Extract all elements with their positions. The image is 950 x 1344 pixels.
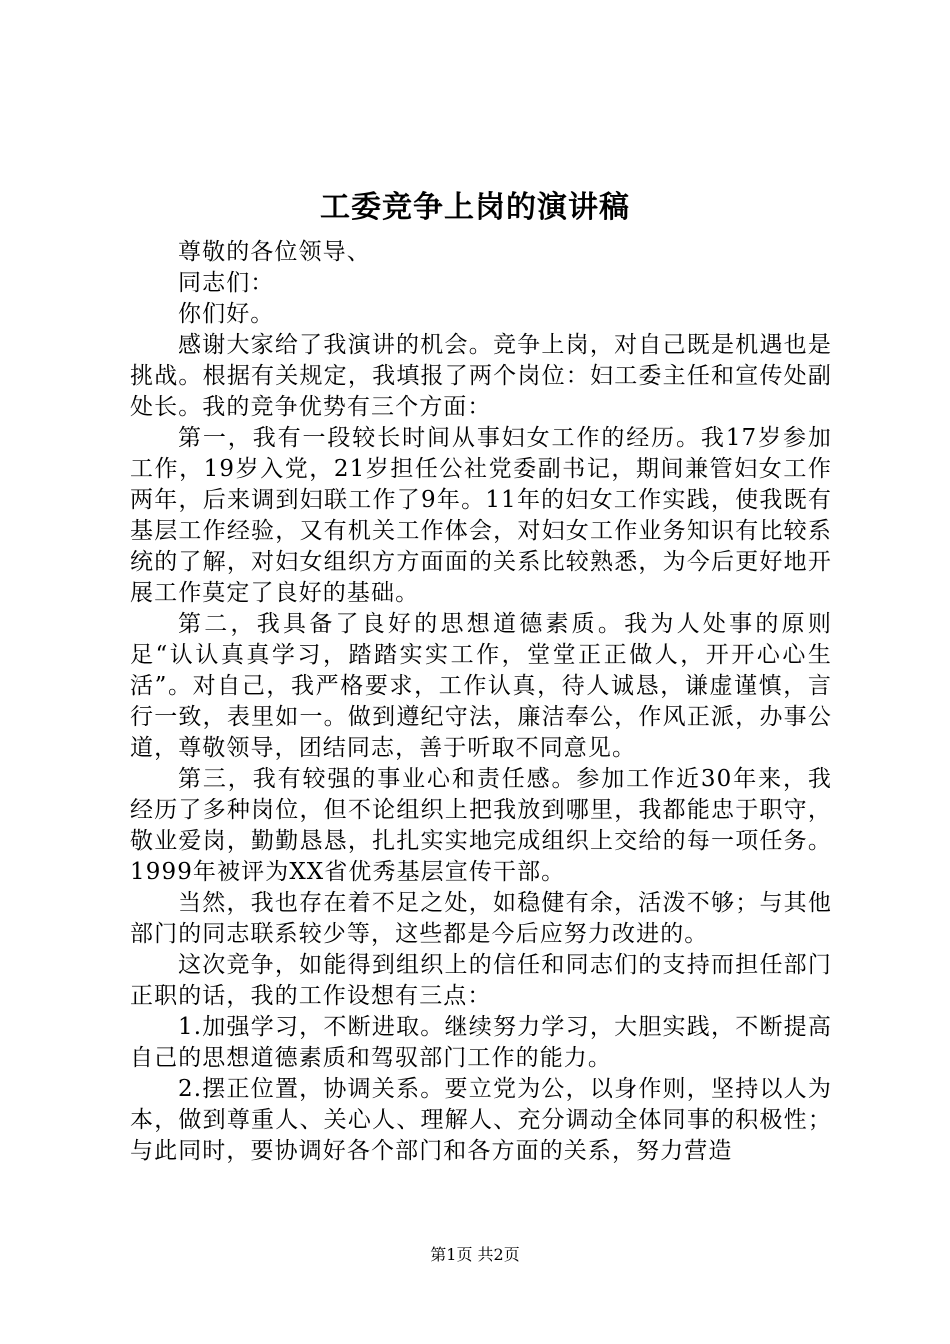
paragraph-salutation-1: 尊敬的各位领导、 — [178, 239, 371, 265]
paragraph-third-advantage: 第三，我有较强的事业心和责任感。参加工作近30年来，我经历了多种岗位，但不论组织上把我放到哪里，我都能忠于职守，敬业爱岗，勤勤恳恳，扎扎实实地完成组织上交给的每一项任务。1999年被评为XX省优秀基层宣传干部。 — [130, 766, 832, 885]
paragraph-greeting: 你们好。 — [178, 301, 275, 327]
document-title: 工委竞争上岗的演讲稿 — [320, 190, 630, 225]
paragraph-work-plan-intro: 这次竞争，如能得到组织上的信任和同志们的支持而担任部门正职的话，我的工作设想有三点： — [130, 952, 832, 1009]
paragraph-plan-item-2: 2.摆正位置，协调关系。要立党为公，以身作则，坚持以人为本，做到尊重人、关心人、理解人、充分调动全体同事的积极性；与此同时，要协调好各个部门和各方面的关系，努力营造 — [130, 1076, 832, 1164]
paragraph-intro: 感谢大家给了我演讲的机会。竞争上岗，对自己既是机遇也是挑战。根据有关规定，我填报了两个岗位：妇工委主任和宣传处副处长。我的竞争优势有三个方面： — [130, 332, 832, 420]
paragraph-salutation-2: 同志们： — [178, 270, 275, 296]
paragraph-shortcomings: 当然，我也存在着不足之处，如稳健有余，活泼不够；与其他部门的同志联系较少等，这些都是今后应努力改进的。 — [130, 890, 832, 947]
paragraph-plan-item-1: 1.加强学习，不断进取。继续努力学习，大胆实践，不断提高自己的思想道德素质和驾驭部门工作的能力。 — [130, 1014, 832, 1071]
document-body — [130, 237, 832, 1167]
paragraph-second-advantage: 第二，我具备了良好的思想道德素质。我为人处事的原则足“认认真真学习，踏踏实实工作，堂堂正正做人，开开心心生活”。对自己，我严格要求，工作认真，待人诚恳，谦虚谨慎，言行一致，表里如一。做到遵纪守法，廉洁奉公，作风正派，办事公道，尊敬领导，团结同志，善于听取不同意见。 — [130, 611, 832, 761]
page-footer: 第1页 共2页 — [430, 1245, 520, 1264]
paragraph-first-advantage: 第一，我有一段较长时间从事妇女工作的经历。我17岁参加工作，19岁入党，21岁担任公社党委副书记，期间兼管妇女工作两年，后来调到妇联工作了9年。11年的妇女工作实践，使我既有基层工作经验，又有机关工作体会，对妇女工作业务知识有比较系统的了解，对妇女组织方方面面的关系比较熟悉，为今后更好地开展工作莫定了良好的基础。 — [130, 425, 832, 606]
